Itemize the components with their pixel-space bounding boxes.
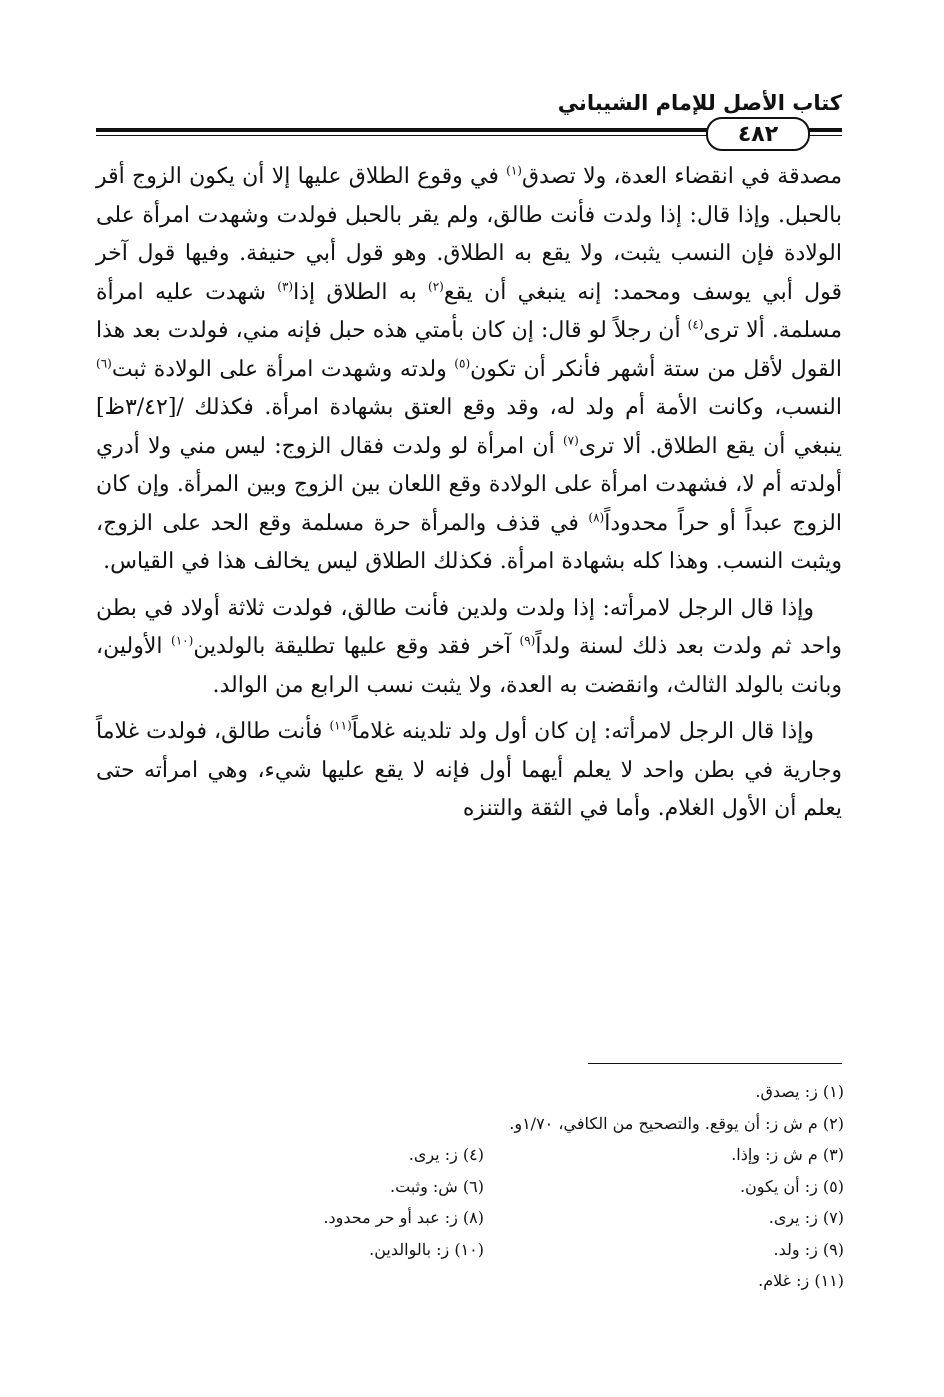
text-run: وإذا قال الرجل لامرأته: إذا ولدت ولدين فأنت طالق، فولدت ثلاثة أولاد في بطن واحد ثم ولدت بعد ذلك لسنة ولداً — [96, 595, 843, 659]
text-run: النسب، وكانت الأمة أم ولد له، وقد وقع العتق بشهادة امرأة. فكذلك /[٣/٤٢ظ] ينبغي أن يقع الطلاق. ألا ترى — [96, 395, 842, 459]
paragraph-2 — [96, 590, 842, 706]
footnote-6: (٦) ش: وثبت. — [390, 1176, 484, 1196]
text-run: وإذا قال الرجل لامرأته: إن كان أول ولد تلدينه غلاماً — [351, 719, 815, 744]
text-run: آخر فقد وقع عليها تطليقة بالولدين — [193, 634, 520, 659]
text-run: في قذف والمرأة حرة مسلمة وقع الحد على الزوج، ويثبت النسب. وهذا كله بشهادة امرأة. فكذلك الطلاق ليس يخالف هذا في القياس. — [96, 510, 842, 574]
footnote-ref: (٤) — [687, 317, 704, 332]
text-run: مصدقة في انقضاء العدة، ولا تصدق — [521, 164, 842, 189]
page-number-text: ٤٨٢ — [737, 121, 779, 147]
footnote-10: (١٠) ز: بالوالدين. — [369, 1239, 484, 1259]
text-run: شهدت عليه امرأة مسلمة. ألا ترى — [96, 279, 843, 343]
footnote-11: (١١) ز: غلام. — [758, 1271, 844, 1290]
footnote-ref: (٣) — [277, 279, 294, 294]
footnote-8: (٨) ز: عبد أو حر محدود. — [323, 1208, 484, 1227]
footnote-ref: (٩) — [519, 633, 536, 648]
footnote-ref: (٢) — [428, 279, 444, 294]
page-number — [706, 117, 810, 151]
text-run: فأنت طالق، فولدت غلاماً وجارية في بطن واحد لا يعلم أيهما أول فإنه لا يقع عليها شيء، وهي امرأته حتى يعلم أن الأول الغلام. وأما في الثقة والتنزه — [96, 719, 842, 821]
paragraph-3 — [96, 713, 842, 829]
footnotes — [124, 1076, 844, 1297]
footnote-7: (٧) ز: يرى. — [768, 1208, 844, 1227]
footnote-1: (١) ز: يصدق. — [755, 1082, 844, 1101]
footnote-ref: (١٠) — [171, 633, 194, 648]
footnote-ref: (١١) — [329, 718, 352, 733]
text-run: به الطلاق إذا — [293, 279, 429, 305]
text-run: أن امرأة لو ولدت فقال الزوج: ليس مني ولا أدري أولدته أم لا، فشهدت امرأة على الولادة وقع اللعان بين الزوج وبين المرأة. وإن كان الزوج عبداً أو حراً محدوداً — [96, 433, 842, 536]
text-run: أن رجلاً لو قال: إن كان بأمتي هذه حبل فإنه مني، فولدت بعد هذا القول لأقل من ستة أشهر فأنكر أن تكون — [96, 318, 843, 382]
text-run: في وقوع الطلاق عليها إلا أن يكون الزوج أقر بالحبل. وإذا قال: إذا ولدت فأنت طالق، ولم يقر بالحبل فولدت وشهدت امرأة على الولادة فإن النسب يثبت، ولا يقع به الطلاق. وهو قول أبي حنيفة. وفيها قول آخر قول أبي يوسف ومحمد: إنه ينبغي أن يقع — [96, 164, 842, 305]
footnote-2: (٢) م ش ز: أن يوقع. والتصحيح من الكافي، ١/٧٠و. — [509, 1113, 844, 1133]
footnote-4: (٤) ز: يرى. — [408, 1145, 484, 1164]
footnote-ref: (٥) — [454, 356, 471, 371]
footnote-3: (٣) م ش ز: وإذا. — [731, 1145, 844, 1164]
book-title: كتاب الأصل للإمام الشيباني — [557, 91, 842, 115]
paragraph-1 — [96, 158, 842, 582]
footnote-ref: (٧) — [562, 433, 579, 448]
text-run: الأولين، وبانت بالولد الثالث، وانقضت به العدة، ولا يثبت نسب الرابع من الوالد. — [96, 634, 842, 698]
main-text — [96, 158, 842, 829]
footnote-ref: (٦) — [96, 356, 112, 371]
footnote-separator — [588, 1063, 842, 1064]
footnote-ref: (١) — [506, 163, 522, 178]
text-run: ولدته وشهدت امرأة على الولادة ثبت — [111, 356, 455, 382]
footnote-5: (٥) ز: أن يكون. — [739, 1176, 844, 1196]
running-header — [96, 88, 842, 148]
footnote-ref: (٨) — [588, 510, 605, 525]
footnote-9: (٩) ز: ولد. — [773, 1239, 844, 1259]
